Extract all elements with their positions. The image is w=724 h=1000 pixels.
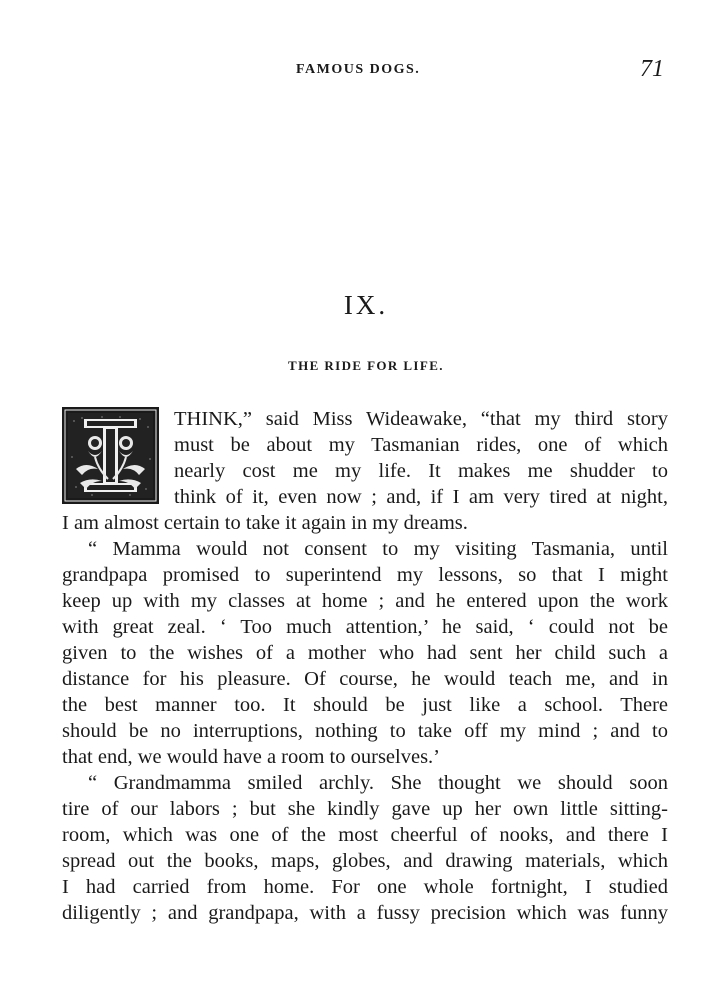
text-line: diligently ; and grandpapa, with a fussy precision which was funny: [62, 902, 668, 924]
text-line: keep up with my classes at home ; and he entered upon the work: [62, 590, 668, 612]
ornamental-dropcap-image: [62, 407, 159, 504]
text-line: must be about my Tasmanian rides, one of which: [174, 434, 668, 456]
chapter-title: THE RIDE FOR LIFE.: [288, 358, 444, 373]
text-line: think of it, even now ; and, if I am very tired at night,: [174, 486, 668, 508]
text-line: tire of our labors ; but she kindly gave up her own little sitting-: [62, 798, 668, 820]
text-line: with great zeal. ‘ Too much attention,’ he said, ‘ could not be: [62, 616, 668, 638]
text-line: I had carried from home. For one whole fortnight, I studied: [62, 876, 668, 898]
text-line: “ Grandmamma smiled archly. She thought we should soon: [88, 772, 668, 794]
text-line: distance for his pleasure. Of course, he would teach me, and in: [62, 668, 668, 690]
page-number: 71: [640, 56, 664, 82]
text-line: should be no interruptions, nothing to take off my mind ; and to: [62, 720, 668, 742]
text-line: that end, we would have a room to ourselves.’: [62, 746, 441, 768]
text-line: I am almost certain to take it again in my dreams.: [62, 512, 468, 534]
chapter-number: IX.: [343, 290, 389, 320]
running-head: FAMOUS DOGS.: [296, 62, 421, 77]
text-line: THINK,” said Miss Wideawake, “that my third story: [174, 408, 668, 430]
text-line: the best manner too. It should be just like a school. There: [62, 694, 668, 716]
text-line: given to the wishes of a mother who had sent her child such a: [62, 642, 668, 664]
text-line: nearly cost me my life. It makes me shudder to: [174, 460, 668, 482]
text-line: room, which was one of the most cheerful of nooks, and there I: [62, 824, 668, 846]
text-line: grandpapa promised to superintend my lessons, so that I might: [62, 564, 668, 586]
text-line: spread out the books, maps, globes, and drawing materials, which: [62, 850, 668, 872]
text-line: “ Mamma would not consent to my visiting Tasmania, until: [88, 538, 668, 560]
